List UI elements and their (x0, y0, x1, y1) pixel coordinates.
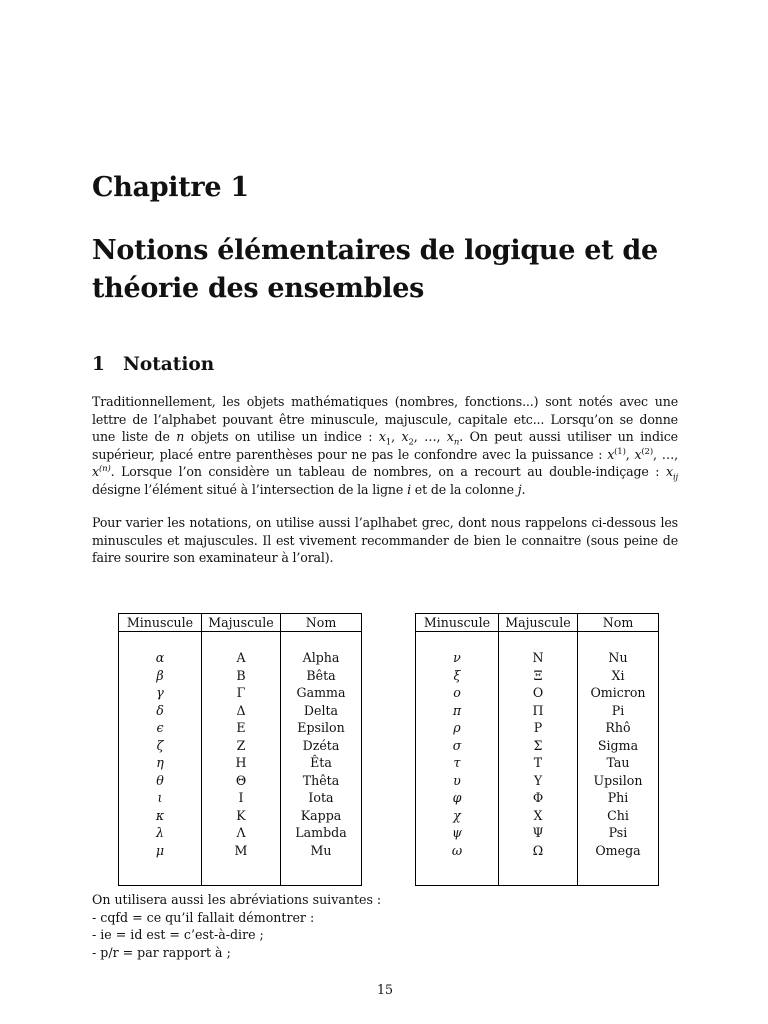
table-row (416, 807, 659, 825)
cell-nom: Omega (578, 842, 659, 860)
cell-maj: T (499, 754, 578, 772)
table-row (416, 754, 659, 772)
table-row (119, 807, 362, 825)
cell-min: ο (416, 684, 499, 702)
table-row (416, 667, 659, 685)
cell-nom: Tau (578, 754, 659, 772)
cell-min: ω (416, 842, 499, 860)
cell-nom: Kappa (281, 807, 362, 825)
table-row (416, 684, 659, 702)
cell-nom: Delta (281, 702, 362, 720)
cell-nom: Chi (578, 807, 659, 825)
cell-maj: Π (499, 702, 578, 720)
list-item: - p/r = par rapport à ; (92, 944, 381, 962)
header-nom: Nom (578, 614, 659, 632)
cell-nom: Thêta (281, 772, 362, 790)
cell-min: θ (119, 772, 202, 790)
cell-nom: Xi (578, 667, 659, 685)
cell-maj: Λ (202, 824, 281, 842)
greek-table-left (118, 613, 362, 886)
cell-maj: Ω (499, 842, 578, 860)
table-row (416, 789, 659, 807)
cell-min: υ (416, 772, 499, 790)
cell-maj: Ψ (499, 824, 578, 842)
cell-nom: Mu (281, 842, 362, 860)
chapter-title: Notions élémentaires de logique et de théorie des ensembles (92, 235, 658, 304)
cell-maj: E (202, 719, 281, 737)
cell-nom: Psi (578, 824, 659, 842)
cell-maj: N (499, 649, 578, 667)
cell-maj: A (202, 649, 281, 667)
cell-nom: Êta (281, 754, 362, 772)
cell-nom: Pi (578, 702, 659, 720)
cell-maj: P (499, 719, 578, 737)
cell-nom: Sigma (578, 737, 659, 755)
abbreviations (92, 891, 381, 961)
cell-maj: O (499, 684, 578, 702)
table-row (119, 824, 362, 842)
table-row (119, 702, 362, 720)
header-nom: Nom (281, 614, 362, 632)
list-item: - ie = id est = c’est-à-dire ; (92, 926, 381, 944)
cell-min: γ (119, 684, 202, 702)
header-minuscule: Minuscule (416, 614, 499, 632)
cell-nom: Upsilon (578, 772, 659, 790)
cell-min: ι (119, 789, 202, 807)
cell-nom: Iota (281, 789, 362, 807)
cell-maj: Σ (499, 737, 578, 755)
table-row (119, 789, 362, 807)
cell-min: λ (119, 824, 202, 842)
paragraph-greek: Pour varier les notations, on utilise aussi l’aplhabet grec, dont nous rappelons ci-dessous les minuscules et majuscules. Il est vivement recommander de bien le connaitre (sous peine de faire sourire son examinateur à l’oral). (92, 515, 678, 565)
page-number: 15 (376, 982, 394, 997)
cell-maj: Ξ (499, 667, 578, 685)
cell-min: δ (119, 702, 202, 720)
cell-min: ξ (416, 667, 499, 685)
cell-min: η (119, 754, 202, 772)
cell-maj: Δ (202, 702, 281, 720)
cell-min: ζ (119, 737, 202, 755)
cell-maj: M (202, 842, 281, 860)
cell-nom: Lambda (281, 824, 362, 842)
cell-nom: Nu (578, 649, 659, 667)
cell-min: ψ (416, 824, 499, 842)
cell-min: α (119, 649, 202, 667)
cell-nom: Epsilon (281, 719, 362, 737)
table-row (416, 649, 659, 667)
cell-min: ϵ (119, 719, 202, 737)
cell-maj: K (202, 807, 281, 825)
table-row (416, 702, 659, 720)
cell-nom: Rhô (578, 719, 659, 737)
header-minuscule: Minuscule (119, 614, 202, 632)
cell-nom: Alpha (281, 649, 362, 667)
cell-nom: Dzéta (281, 737, 362, 755)
cell-min: β (119, 667, 202, 685)
chapter-heading: Chapitre 1 (92, 172, 249, 203)
table-row (416, 842, 659, 860)
cell-maj: Θ (202, 772, 281, 790)
cell-min: ν (416, 649, 499, 667)
cell-nom: Gamma (281, 684, 362, 702)
cell-maj: Φ (499, 789, 578, 807)
abbreviations-list (92, 909, 381, 962)
table-row (119, 772, 362, 790)
section-number: 1 (92, 354, 105, 375)
cell-min: ρ (416, 719, 499, 737)
table-row (119, 842, 362, 860)
list-item: - cqfd = ce qu’il fallait démontrer : (92, 909, 381, 927)
section-title: Notation (123, 354, 215, 375)
cell-maj: I (202, 789, 281, 807)
cell-maj: Z (202, 737, 281, 755)
cell-min: κ (119, 807, 202, 825)
table-row (119, 667, 362, 685)
cell-nom: Omicron (578, 684, 659, 702)
table-row (416, 737, 659, 755)
abbreviations-intro: On utilisera aussi les abréviations suivantes : (92, 892, 382, 907)
table-row (119, 684, 362, 702)
table-row (119, 719, 362, 737)
cell-maj: B (202, 667, 281, 685)
table-row (416, 824, 659, 842)
table-row (416, 772, 659, 790)
header-majuscule: Majuscule (499, 614, 578, 632)
cell-maj: X (499, 807, 578, 825)
cell-maj: Γ (202, 684, 281, 702)
section-heading (92, 354, 214, 375)
cell-min: χ (416, 807, 499, 825)
cell-min: σ (416, 737, 499, 755)
paragraph-notation: Traditionnellement, les objets mathématiques (nombres, fonctions...) sont notés avec une lettre de l’alphabet pouvant être minuscule, majuscule, capitale etc... Lorsqu’on se donne une liste de n objets on utilise un indice : $x_1$, $x_2$, …, $x_n$. On peut aussi utiliser un indice supérieur, placé entre parenthèses pour ne pas le confondre avec la puissance : $x^{(1)}$, $x^{(2)}$, …, $x^{(n)}$. Lorsque l’on considère un tableau de nombres, on a recourt au double-indiçage : $x_{ij}$ désigne l’élément situé à l’intersection de la ligne i et de la colonne j. (92, 394, 678, 497)
cell-nom: Bêta (281, 667, 362, 685)
cell-min: μ (119, 842, 202, 860)
cell-min: φ (416, 789, 499, 807)
cell-maj: Υ (499, 772, 578, 790)
table-row (119, 737, 362, 755)
cell-min: π (416, 702, 499, 720)
greek-table-right (415, 613, 659, 886)
table-row (416, 719, 659, 737)
cell-maj: H (202, 754, 281, 772)
table-row (119, 649, 362, 667)
cell-min: τ (416, 754, 499, 772)
cell-nom: Phi (578, 789, 659, 807)
header-majuscule: Majuscule (202, 614, 281, 632)
table-row (119, 754, 362, 772)
